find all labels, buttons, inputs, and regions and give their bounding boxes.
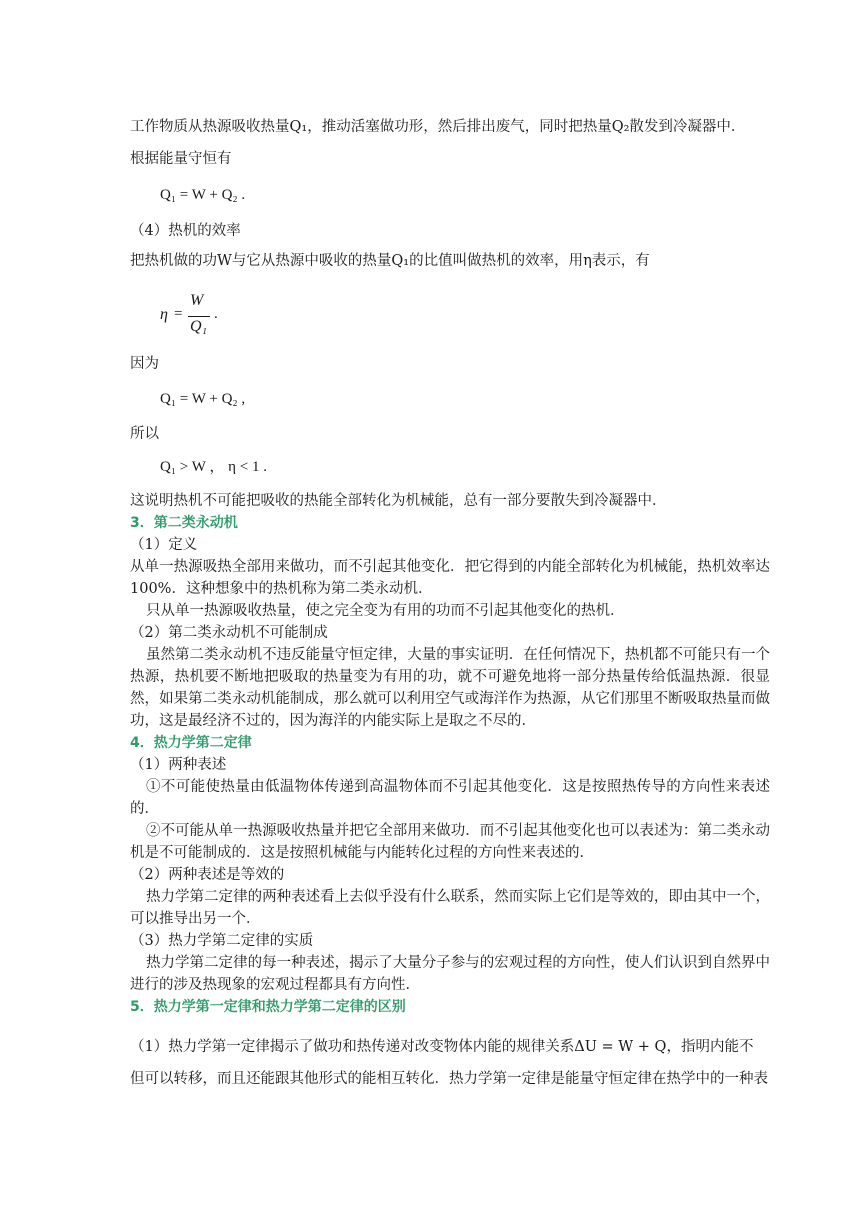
fraction-bar	[188, 316, 210, 317]
section-heading-4: 4．热力学第二定律	[130, 735, 252, 751]
paragraph-statement-1: ①不可能使热量由低温物体传递到高温物体而不引起其他变化．这是按照热传导的方向性来表述的．	[130, 779, 770, 817]
paragraph-line: 这说明热机不可能把吸收的热能全部转化为机械能，总有一部分要散失到冷凝器中．	[130, 493, 667, 509]
section-heading-3: 3．第二类永动机	[130, 515, 238, 531]
paragraph-line: 只从单一热源吸收热量，使之完全变为有用的功而不引起其他变化的热机．	[146, 603, 625, 619]
paragraph-line: 所以	[130, 426, 159, 442]
fraction-period: .	[214, 306, 218, 322]
paragraph-essence: 热力学第二定律的每一种表述，揭示了大量分子参与的宏观过程的方向性，使人们认识到自然界中进行的涉及热现象的宏观过程都具有方向性．	[130, 955, 770, 993]
subsection-title: （1）两种表述	[130, 757, 227, 773]
fraction-numerator: W	[190, 292, 204, 309]
paragraph-statement-2: ②不可能从单一热源吸收热量并把它全部用来做功．而不引起其他变化也可以表述为：第二类永动机是不可能制成的．这是按照机械能与内能转化过程的方向性来表述的．	[130, 823, 770, 861]
subsection-title: （4）热机的效率	[130, 223, 241, 239]
paragraph-line: 但可以转移，而且还能跟其他形式的能相互转化．热力学第一定律是能量守恒定律在热学中的一种表	[130, 1071, 768, 1087]
section-heading-5: 5．热力学第一定律和热力学第二定律的区别	[130, 999, 406, 1015]
paragraph-impossibility: 虽然第二类永动机不违反能量守恒定律，大量的事实证明．在任何情况下，热机都不可能只有一个热源，热机要不断地把吸取的热量变为有用的功，就不可避免地将一部分热量传给低温热源．很显然，如果第二类永动机能制成，那么就可以利用空气或海洋作为热源，从它们那里不断吸取热量而做功，这是最经济不过的，因为海洋的内能实际上是取之不尽的．	[130, 647, 770, 729]
paragraph-line: （1）热力学第一定律揭示了做功和热传递对改变物体内能的规律关系ΔU = W + Q，指明内能不	[130, 1039, 754, 1055]
paragraph-line: 把热机做的功W与它从热源中吸收的热量Q₁的比值叫做热机的效率，用η表示，有	[130, 253, 650, 269]
equation-inequality: Q₁ > W ， η < 1 .	[160, 459, 267, 475]
eta-symbol: η	[160, 306, 168, 323]
subsection-title: （1）定义	[130, 537, 198, 553]
paragraph-line: 因为	[130, 356, 159, 372]
paragraph-equivalence: 热力学第二定律的两种表述看上去似乎没有什么联系，然而实际上它们是等效的，即由其中一个，可以推导出另一个．	[130, 889, 770, 927]
equals-sign: =	[174, 306, 183, 322]
subsection-title: （3）热力学第二定律的实质	[130, 933, 314, 949]
equation-energy-conservation: Q₁ = W + Q₂ .	[160, 187, 246, 203]
equation-energy-conservation-2: Q₁ = W + Q₂ ,	[160, 391, 246, 407]
paragraph-definition: 从单一热源吸热全部用来做功，而不引起其他变化．把它得到的内能全部转化为机械能，热机效率达100%．这种想象中的热机称为第二类永动机．	[130, 559, 770, 597]
subsection-title: （2）两种表述是等效的	[130, 867, 285, 883]
fraction-denominator: Q₁	[190, 318, 208, 335]
subsection-title: （2）第二类永动机不可能制成	[130, 625, 328, 641]
paragraph-line: 工作物质从热源吸收热量Q₁，推动活塞做功形，然后排出废气，同时把热量Q₂散发到冷凝器中．	[130, 119, 746, 135]
paragraph-line: 根据能量守恒有	[130, 151, 232, 167]
